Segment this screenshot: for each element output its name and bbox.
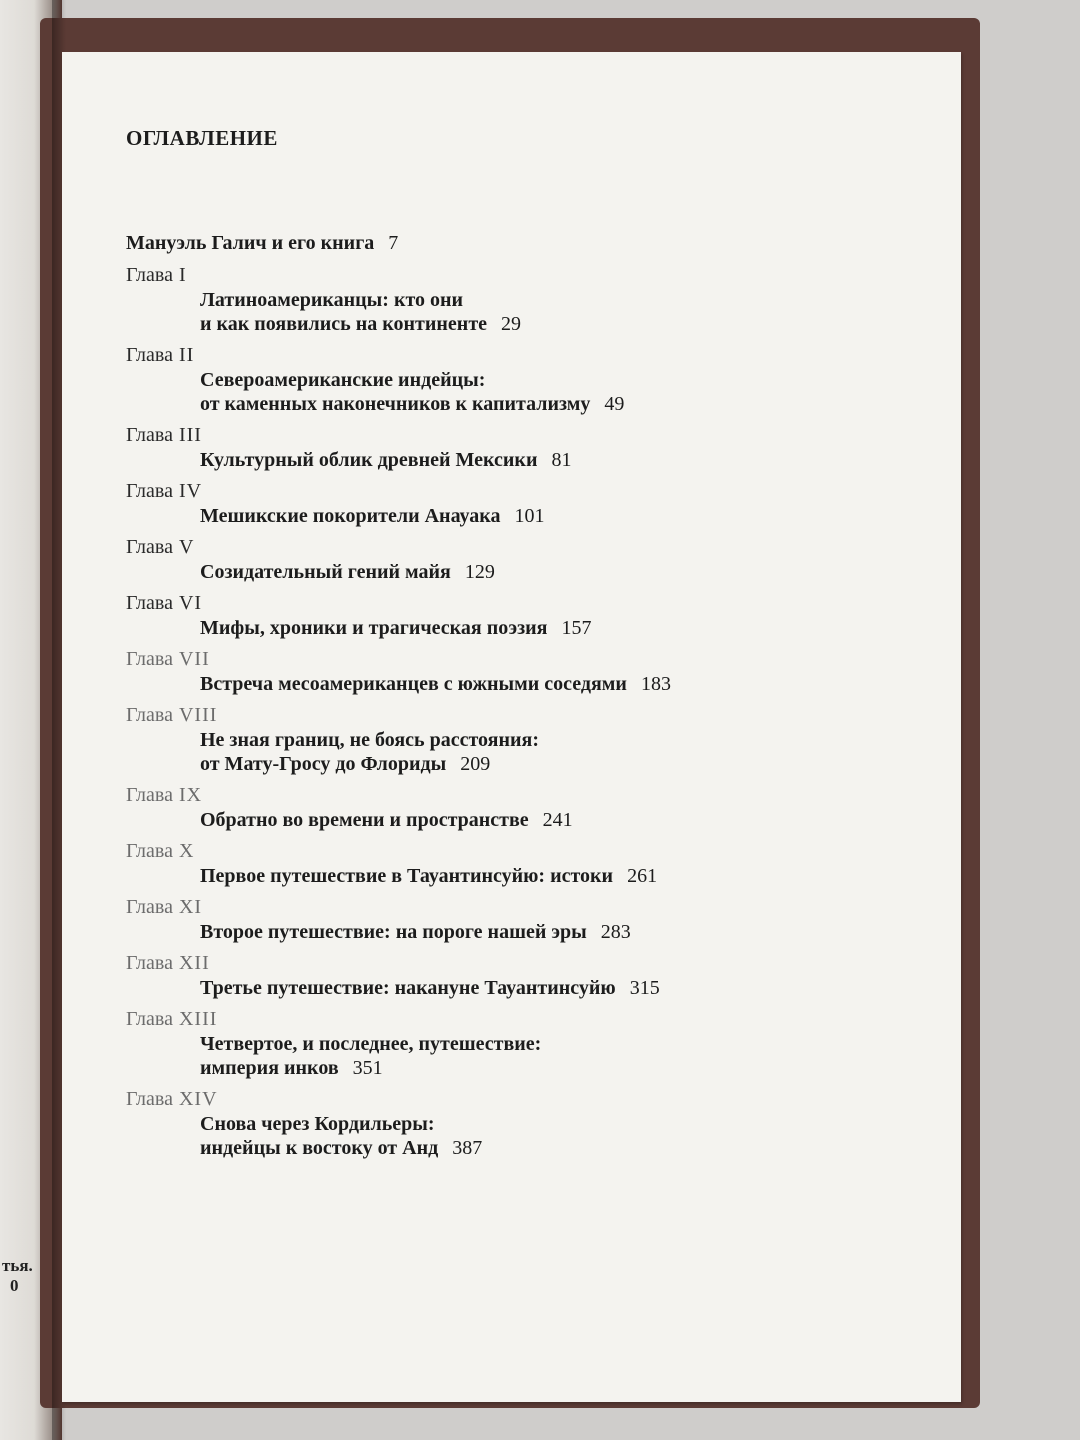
chapter-label-word: Глава xyxy=(126,704,173,726)
chapter-title-text: Первое путешествие в Тауантинсуйю: истоки xyxy=(200,865,614,887)
toc-preface xyxy=(126,230,926,256)
chapter-number: VII xyxy=(178,648,210,670)
toc-chapter xyxy=(126,534,926,584)
chapter-number: III xyxy=(178,424,202,446)
toc-chapter xyxy=(126,950,926,1000)
chapter-number: X xyxy=(178,840,195,862)
chapter-title-line xyxy=(200,808,926,832)
chapter-label-word: Глава xyxy=(126,592,173,614)
chapter-title-text: Второе путешествие: на пороге нашей эры xyxy=(200,921,587,943)
chapter-title xyxy=(200,1032,926,1080)
chapter-label xyxy=(126,1006,926,1032)
chapter-title-text: и как появились на континенте xyxy=(200,313,488,335)
chapter-title-line xyxy=(200,920,926,944)
toc-chapter xyxy=(126,1086,926,1160)
chapter-title xyxy=(200,920,926,944)
chapter-label xyxy=(126,342,926,368)
chapter-label xyxy=(126,702,926,728)
chapter-number: XII xyxy=(178,952,210,974)
chapter-label xyxy=(126,1086,926,1112)
left-page-line: тья. xyxy=(2,1256,33,1275)
chapter-title xyxy=(200,288,926,336)
chapter-number: XI xyxy=(178,896,203,918)
chapter-number: V xyxy=(178,536,195,558)
chapter-title-line xyxy=(200,616,926,640)
chapter-label-word: Глава xyxy=(126,896,173,918)
chapter-title-line xyxy=(200,976,926,1000)
chapter-label-word: Глава xyxy=(126,840,173,862)
chapter-page-number: 351 xyxy=(352,1057,383,1079)
toc-chapter xyxy=(126,342,926,416)
chapter-title-text: Четвертое, и последнее, путешествие: xyxy=(200,1033,542,1055)
chapter-title-line xyxy=(200,864,926,888)
chapter-page-number: 241 xyxy=(542,809,573,831)
chapter-label-word: Глава xyxy=(126,344,173,366)
chapter-label xyxy=(126,646,926,672)
toc-chapter xyxy=(126,1006,926,1080)
chapter-label-word: Глава xyxy=(126,424,173,446)
chapter-title-line xyxy=(200,392,926,416)
toc-chapters xyxy=(126,262,926,1160)
chapter-number: XIV xyxy=(178,1088,218,1110)
chapter-label xyxy=(126,950,926,976)
chapter-title xyxy=(200,504,926,528)
chapter-title xyxy=(200,616,926,640)
chapter-title-line xyxy=(200,368,926,392)
chapter-title xyxy=(200,864,926,888)
chapter-title-line xyxy=(200,312,926,336)
chapter-label xyxy=(126,838,926,864)
chapter-page-number: 183 xyxy=(640,673,671,695)
chapter-title-line xyxy=(200,448,926,472)
chapter-label-word: Глава xyxy=(126,1008,173,1030)
chapter-page-number: 315 xyxy=(629,977,660,999)
toc-chapter xyxy=(126,262,926,336)
chapter-title-line xyxy=(200,1056,926,1080)
chapter-number: IX xyxy=(178,784,203,806)
chapter-label-word: Глава xyxy=(126,1088,173,1110)
toc-chapter xyxy=(126,478,926,528)
chapter-page-number: 283 xyxy=(600,921,631,943)
chapter-title-text: Встреча месоамериканцев с южными соседями xyxy=(200,673,627,695)
chapter-title-text: Мешикские покорители Анауака xyxy=(200,505,501,527)
chapter-title-text: Созидательный гений майя xyxy=(200,561,451,583)
left-page-text xyxy=(0,1256,40,1296)
chapter-title xyxy=(200,672,926,696)
toc-chapter xyxy=(126,894,926,944)
chapter-title-text: индейцы к востоку от Анд xyxy=(200,1137,439,1159)
chapter-title-text: Третье путешествие: накануне Тауантинсуйю xyxy=(200,977,616,999)
chapter-label xyxy=(126,534,926,560)
chapter-title-text: Культурный облик древней Мексики xyxy=(200,449,538,471)
chapter-page-number: 29 xyxy=(501,313,522,335)
chapter-title-text: Снова через Кордильеры: xyxy=(200,1113,435,1135)
toc-list xyxy=(126,230,926,1166)
chapter-number: I xyxy=(178,264,187,286)
chapter-page-number: 81 xyxy=(551,449,572,471)
preface-title: Мануэль Галич и его книга xyxy=(126,232,375,254)
left-page-line: 0 xyxy=(10,1276,19,1295)
chapter-title xyxy=(200,560,926,584)
chapter-page-number: 209 xyxy=(460,753,491,775)
chapter-number: VIII xyxy=(178,704,218,726)
chapter-label-word: Глава xyxy=(126,536,173,558)
chapter-label-word: Глава xyxy=(126,480,173,502)
chapter-title-line xyxy=(200,1112,926,1136)
chapter-page-number: 49 xyxy=(604,393,625,415)
chapter-page-number: 387 xyxy=(452,1137,483,1159)
chapter-number: XIII xyxy=(178,1008,218,1030)
chapter-label xyxy=(126,422,926,448)
chapter-title-line xyxy=(200,504,926,528)
chapter-page-number: 129 xyxy=(464,561,495,583)
chapter-label xyxy=(126,894,926,920)
chapter-label-word: Глава xyxy=(126,784,173,806)
chapter-title-line xyxy=(200,728,926,752)
chapter-label-word: Глава xyxy=(126,952,173,974)
chapter-title-line xyxy=(200,752,926,776)
chapter-page-number: 157 xyxy=(561,617,592,639)
chapter-title-line xyxy=(200,560,926,584)
chapter-label-word: Глава xyxy=(126,264,173,286)
chapter-title xyxy=(200,368,926,416)
chapter-label xyxy=(126,782,926,808)
toc-chapter xyxy=(126,422,926,472)
chapter-title xyxy=(200,1112,926,1160)
chapter-title-text: Латиноамериканцы: кто они xyxy=(200,289,464,311)
toc-heading: ОГЛАВЛЕНИЕ xyxy=(126,126,278,150)
chapter-label xyxy=(126,590,926,616)
chapter-page-number: 101 xyxy=(514,505,545,527)
chapter-label xyxy=(126,262,926,288)
chapter-title-text: Североамериканские индейцы: xyxy=(200,369,486,391)
chapter-title xyxy=(200,976,926,1000)
toc-chapter xyxy=(126,782,926,832)
chapter-title-line xyxy=(200,288,926,312)
toc-chapter xyxy=(126,646,926,696)
toc-chapter xyxy=(126,590,926,640)
chapter-title-text: Не зная границ, не боясь расстояния: xyxy=(200,729,540,751)
table-of-contents-page xyxy=(62,52,961,1402)
chapter-title-text: от Мату-Гросу до Флориды xyxy=(200,753,447,775)
chapter-title-text: Обратно во времени и пространстве xyxy=(200,809,529,831)
chapter-title-text: от каменных наконечников к капитализму xyxy=(200,393,591,415)
toc-chapter xyxy=(126,702,926,776)
chapter-title-line xyxy=(200,672,926,696)
chapter-title xyxy=(200,448,926,472)
chapter-number: II xyxy=(178,344,195,366)
chapter-title-text: Мифы, хроники и трагическая поэзия xyxy=(200,617,548,639)
chapter-title-text: империя инков xyxy=(200,1057,339,1079)
preface-page-number: 7 xyxy=(388,232,399,254)
chapter-title-line xyxy=(200,1032,926,1056)
chapter-number: VI xyxy=(178,592,203,614)
chapter-number: IV xyxy=(178,480,203,502)
chapter-title xyxy=(200,728,926,776)
chapter-label xyxy=(126,478,926,504)
chapter-page-number: 261 xyxy=(627,865,658,887)
chapter-title xyxy=(200,808,926,832)
toc-chapter xyxy=(126,838,926,888)
chapter-title-line xyxy=(200,1136,926,1160)
chapter-label-word: Глава xyxy=(126,648,173,670)
